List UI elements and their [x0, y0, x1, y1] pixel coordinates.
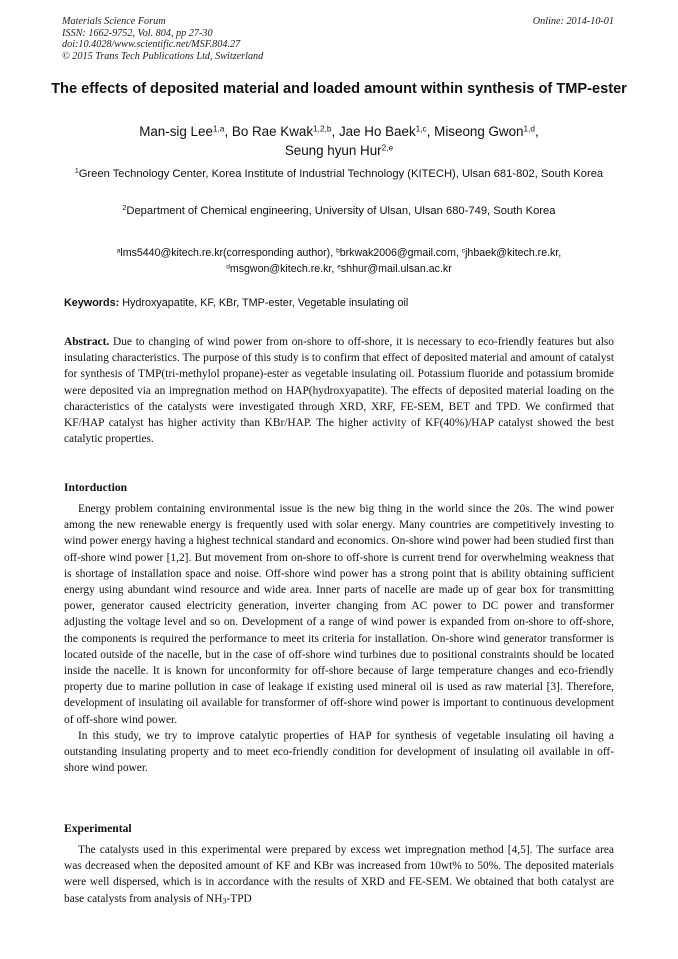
abstract: [64, 334, 614, 447]
paragraph: Energy problem containing environmental issue is the new big thing in the world since the 20s. The wind power among the new renewable energy is frequently used with solar energy. Many countries are competitively investing to wind power energy having a highest technical standard and economics. On-shore wind power had been studied first than off-shore wind power [1,2]. But movement from on-shore to off-shore is current trend for overwhelming weakness that is shortage of installation space and noise. Off-shore wind power has a strong point that is ability obtaining sufficient energy using abundant wind resource and wide area. Inner parts of nacelle are made up of gear box for transmitting power, generator caused electricity generation, inverter changing from AC power to DC power and transformer adjusting the voltage level and so on. Development of a range of wind power is expanded from on-shore to off-shore, the components is required the performance to meet its criteria for installation. On-shore wind generator transformer is located outside of the nacelle, but in the case of off-shore wind turbines due to positional constraints should be located inside the nacelle. It is known for unconformity for off-shore because of large temperature changes and eco-friendly property due to marine pollution in case of leakage if existing used mineral oil is used as raw material [3]. Therefore, development of insulating oil available for transformer of off-shore wind power is important to continuous development of off-shore wind power.: [64, 503, 614, 726]
author-list: [40, 122, 638, 160]
experimental-heading: Experimental: [64, 822, 132, 835]
abstract-label: Abstract.: [64, 336, 110, 348]
paragraph: In this study, we try to improve catalytic properties of HAP for synthesis of vegetable insulating oil having a outstanding insulating property and to meet eco-friendly condition for development of insulating oil available in off-shore wind power.: [64, 729, 614, 775]
journal-header: [62, 16, 263, 62]
introduction-heading: Intorduction: [64, 481, 128, 494]
keywords: [64, 296, 616, 310]
experimental-body: [64, 842, 614, 907]
journal-name: Materials Science Forum: [62, 16, 166, 27]
introduction-body: [64, 501, 614, 776]
email-c: jhbaek@kitech.re.kr,: [465, 247, 562, 259]
email-list: $^a$lms5440@kitech.re.kr(corresponding author), $^b$brkwak2006@gmail.com, $^c$jhbaek@kitech.re.kr, $^d$msgwon@kitech.re.kr, $^e$shhur@mail.ulsan.ac.kr: [116, 247, 562, 275]
copyright-line: © 2015 Trans Tech Publications Ltd, Switzerland: [62, 50, 264, 62]
email-b: brkwak2006@gmail.com,: [339, 247, 462, 259]
paragraph: The catalysts used in this experimental were prepared by excess wet impregnation method [4,5]. The surface area was decreased when the deposited amount of KF and KBr was increased from 10wt% to 50%. The deposited materials were well dispersed, which is in accordance with the results of XRD and FE-SEM. We obtained that both catalyst are base catalysts from analysis of $NH_3$-TPD: [64, 844, 614, 906]
abstract-text: Due to changing of wind power from on-shore to off-shore, it is necessary to eco-friendly features but also insulating characteristics. The purpose of this study is to confirm that effect of deposited material and amount of catalyst for synthesis of TMP(tri-methylol propane)-ester as vegetable insulating oil. Potassium fluoride and potassium bromide were deposited via an impregnation method on HAP(hydroxyapatite). The effects of deposited material loading on the characteristics of the catalysts were investigated through XRD, XRF, FE-SEM, BET and TPD. We confirmed that KF/HAP catalyst has higher activity than KBr/HAP. The higher activity of KF(40%)/HAP catalyst showed the best catalytic properties.: [64, 336, 614, 446]
author: Man-sig Lee$^{1,a}$,: [139, 123, 232, 139]
author: Seung hyun Hur$^{2,e}$: [284, 142, 394, 158]
keywords-label: Keywords:: [64, 297, 120, 309]
author: Miseong Gwon$^{1,d}$,: [434, 123, 539, 139]
issn-line: ISSN: 1662-9752, Vol. 804, pp 27-30: [62, 27, 213, 39]
email-e: shhur@mail.ulsan.ac.kr: [340, 263, 452, 275]
doi-line: doi:10.4028/www.scientific.net/MSF.804.27: [62, 39, 241, 51]
author: Bo Rae Kwak$^{1,2,b}$,: [231, 123, 339, 139]
keywords-text: Hydroxyapatite, KF, KBr, TMP-ester, Vegetable insulating oil: [119, 297, 409, 309]
affiliation-1: $^1$Green Technology Center, Korea Institute of Industrial Technology (KITECH), Ulsan 681-802, South Korea: [74, 168, 604, 180]
paper-title: The effects of deposited material and loaded amount within synthesis of TMP-ester: [51, 81, 627, 97]
affiliation-2: $^2$Department of Chemical engineering, University of Ulsan, Ulsan 680-749, South Korea: [122, 205, 556, 217]
email-a: lms5440@kitech.re.kr(corresponding author),: [120, 247, 337, 259]
online-date: Online: 2014-10-01: [532, 16, 614, 27]
author: Jae Ho Baek$^{1,c}$,: [338, 123, 435, 139]
email-d: msgwon@kitech.re.kr,: [229, 263, 338, 275]
